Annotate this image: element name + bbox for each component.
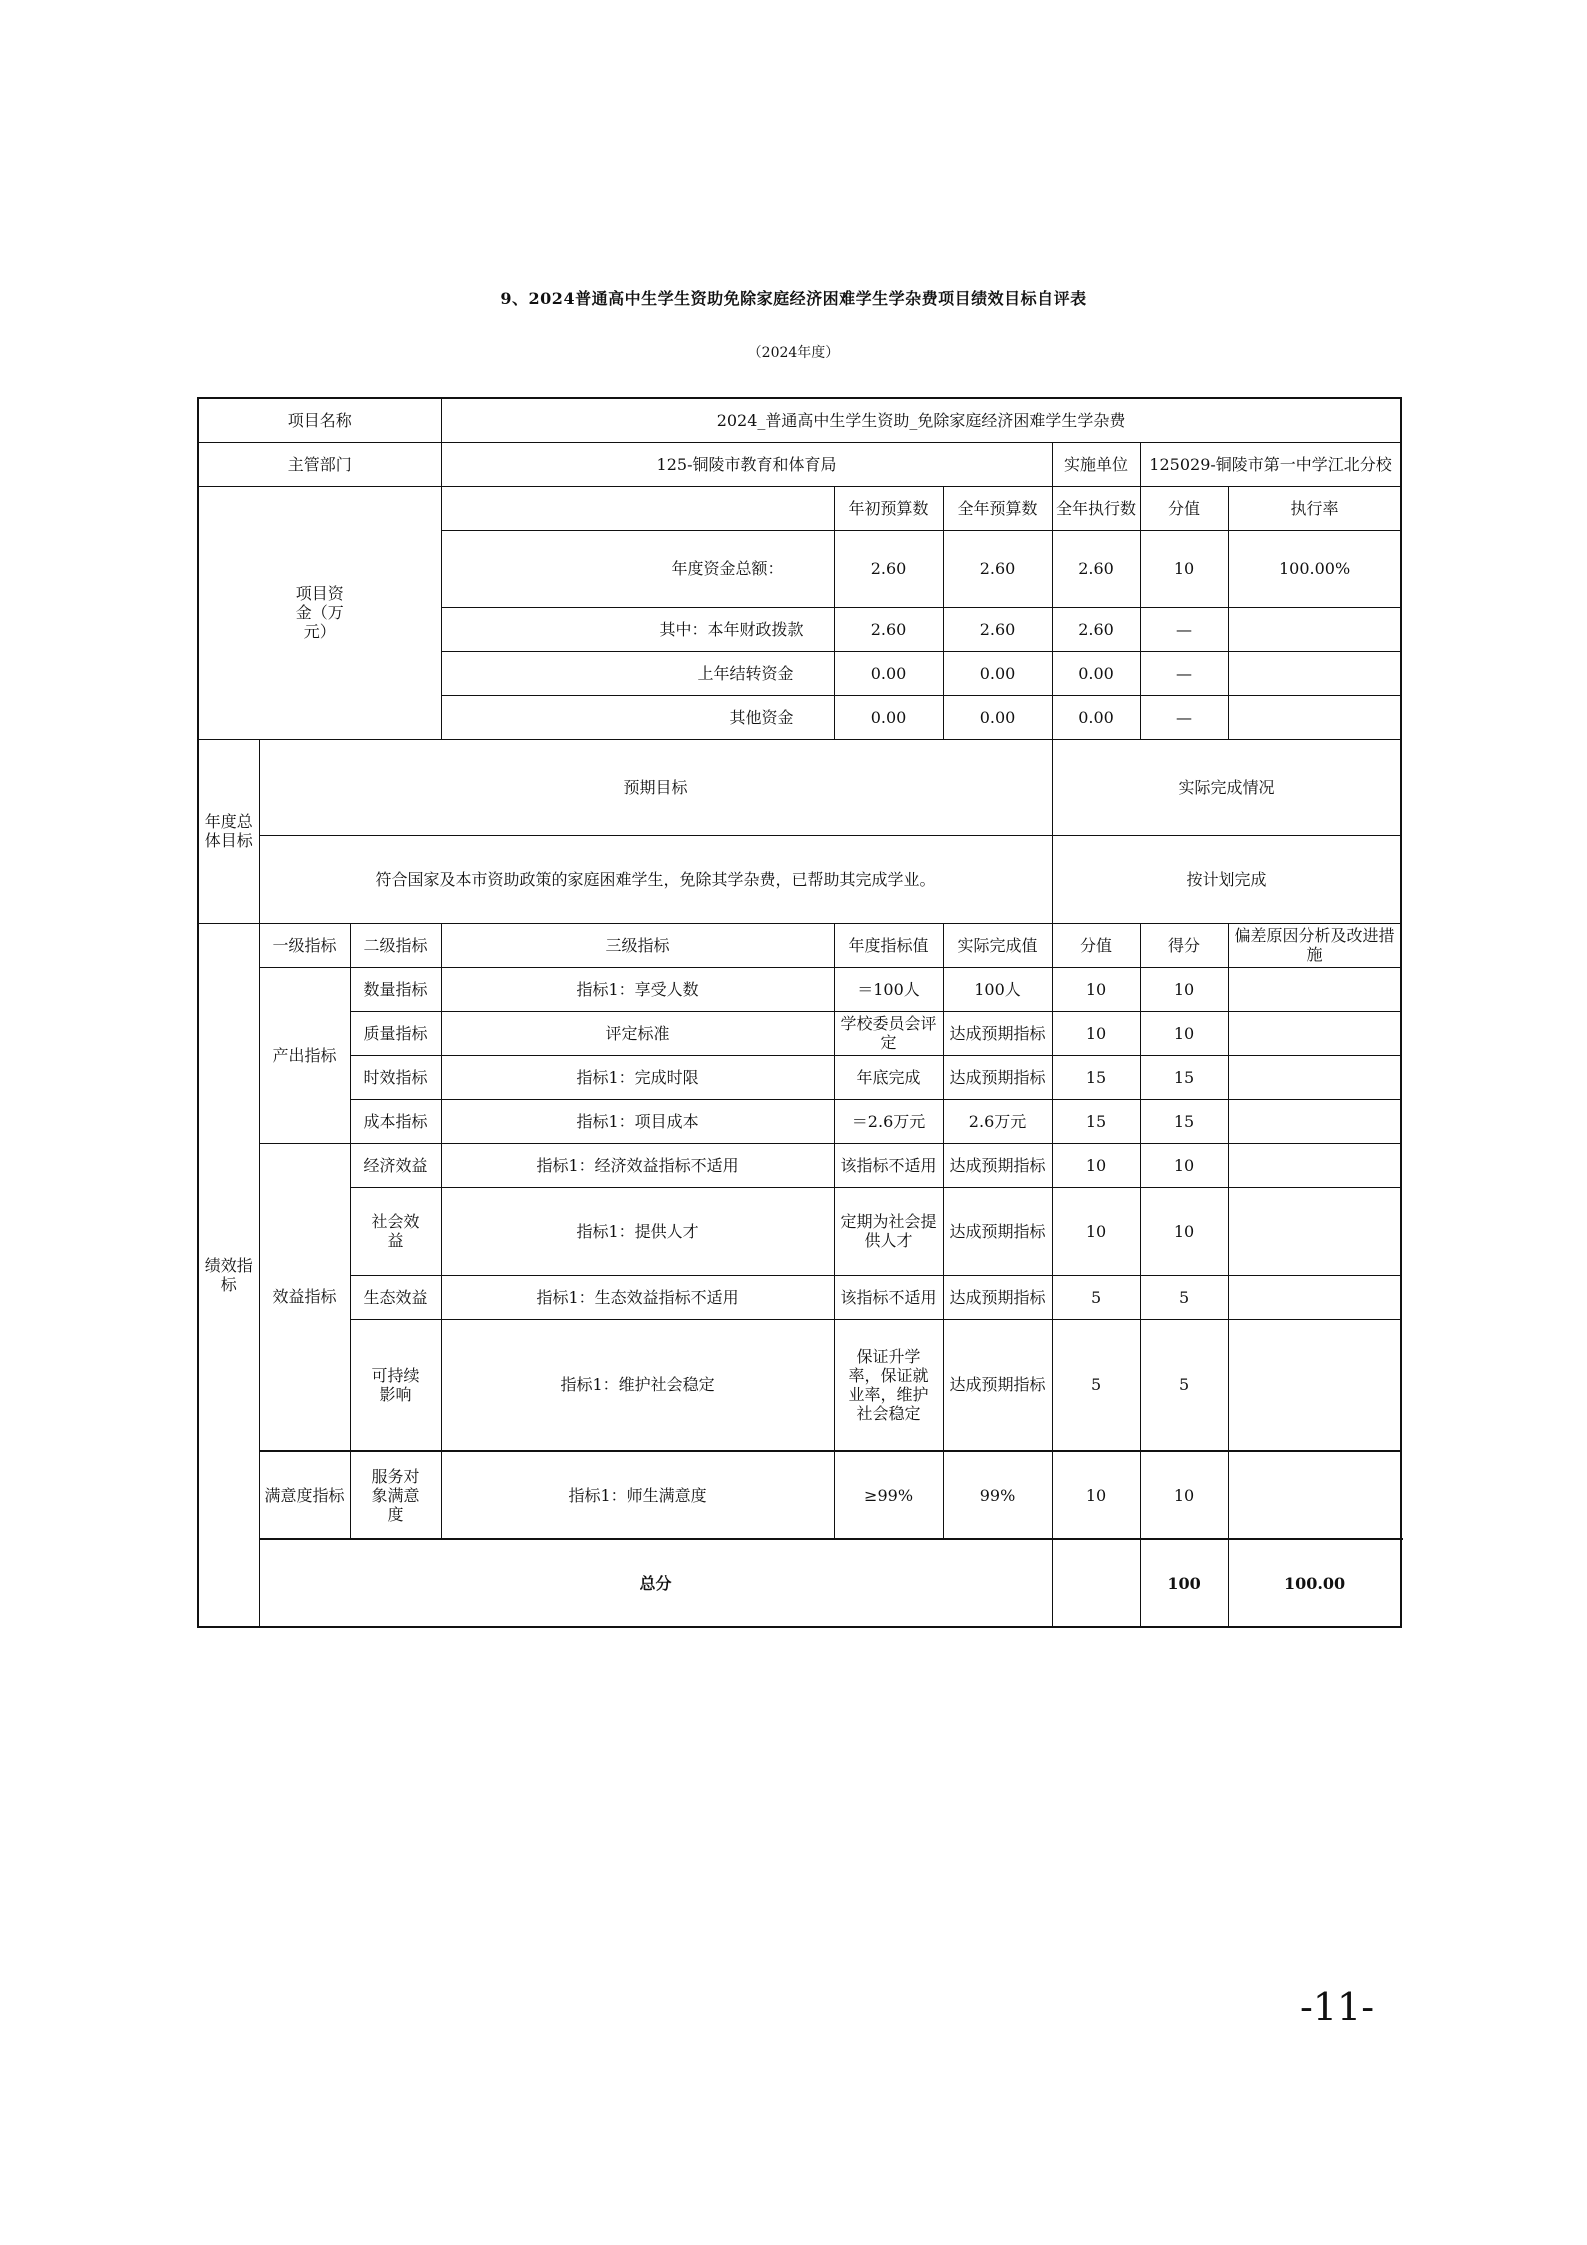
perf-score-value: 15 <box>1052 1099 1140 1143</box>
funds-initial: 0.00 <box>834 695 943 739</box>
perf-actual: 达成预期指标 <box>943 1275 1052 1319</box>
perf-target: 年底完成 <box>834 1055 943 1099</box>
total-score-value: 100 <box>1140 1539 1228 1627</box>
perf-score-value: 10 <box>1052 1187 1140 1275</box>
perf-reason <box>1228 1143 1401 1187</box>
perf-l2: 可持续影响 <box>350 1319 441 1451</box>
perf-l3: 指标1：完成时限 <box>441 1055 834 1099</box>
perf-reason <box>1228 1011 1401 1055</box>
perf-l2: 生态效益 <box>350 1275 441 1319</box>
funds-header-row <box>198 486 1401 530</box>
header-level1: 一级指标 <box>259 923 350 967</box>
perf-row <box>198 1011 1401 1055</box>
group-benefit: 效益指标 <box>259 1143 350 1451</box>
funds-executed: 2.60 <box>1052 607 1140 651</box>
perf-l3: 指标1：提供人才 <box>441 1187 834 1275</box>
funds-score-value: 10 <box>1140 530 1228 607</box>
funds-full: 0.00 <box>943 695 1052 739</box>
perf-l2: 时效指标 <box>350 1055 441 1099</box>
funds-full: 0.00 <box>943 651 1052 695</box>
perf-header-row <box>198 923 1401 967</box>
annual-header-row <box>198 739 1401 835</box>
perf-reason <box>1228 1275 1401 1319</box>
page-number: -11- <box>1300 1985 1375 2029</box>
total-row <box>198 1539 1401 1627</box>
perf-row <box>198 1319 1401 1451</box>
perf-score: 15 <box>1140 1055 1228 1099</box>
funds-row-label: 其他资金 <box>441 695 834 739</box>
perf-actual: 达成预期指标 <box>943 1055 1052 1099</box>
perf-score-value: 5 <box>1052 1275 1140 1319</box>
perf-l2: 经济效益 <box>350 1143 441 1187</box>
perf-target: 保证升学率，保证就业率，维护社会稳定 <box>834 1319 943 1451</box>
annual-label: 年度总体目标 <box>198 739 259 923</box>
unit-label: 实施单位 <box>1052 442 1140 486</box>
perf-l2: 服务对象满意度 <box>350 1451 441 1539</box>
perf-reason <box>1228 1451 1401 1539</box>
group-satisfaction: 满意度指标 <box>259 1451 350 1539</box>
perf-label: 绩效指标 <box>198 923 259 1627</box>
total-blank <box>1052 1539 1140 1627</box>
document-subtitle: （2024年度） <box>747 345 840 361</box>
evaluation-table <box>197 397 1402 1628</box>
perf-score: 10 <box>1140 967 1228 1011</box>
perf-score: 10 <box>1140 1011 1228 1055</box>
perf-target: 该指标不适用 <box>834 1143 943 1187</box>
perf-target: 定期为社会提供人才 <box>834 1187 943 1275</box>
perf-actual: 达成预期指标 <box>943 1187 1052 1275</box>
perf-reason <box>1228 1319 1401 1451</box>
funds-full: 2.60 <box>943 530 1052 607</box>
perf-reason <box>1228 1187 1401 1275</box>
project-name-label: 项目名称 <box>198 398 441 442</box>
funds-executed: 2.60 <box>1052 530 1140 607</box>
perf-reason <box>1228 967 1401 1011</box>
header-full-budget: 全年预算数 <box>943 486 1052 530</box>
funds-initial: 2.60 <box>834 530 943 607</box>
dept-row <box>198 442 1401 486</box>
perf-target: 学校委员会评定 <box>834 1011 943 1055</box>
funds-rate <box>1228 651 1401 695</box>
project-name-row <box>198 398 1401 442</box>
funds-row-label: 其中：本年财政拨款 <box>441 607 834 651</box>
dept-value: 125-铜陵市教育和体育局 <box>441 442 1052 486</box>
perf-row <box>198 967 1401 1011</box>
perf-target: ≥99% <box>834 1451 943 1539</box>
perf-row <box>198 1099 1401 1143</box>
funds-row-label: 年度资金总额： <box>441 530 834 607</box>
perf-target: ＝100人 <box>834 967 943 1011</box>
funds-rate: 100.00% <box>1228 530 1401 607</box>
perf-l3: 指标1：项目成本 <box>441 1099 834 1143</box>
perf-actual: 达成预期指标 <box>943 1319 1052 1451</box>
perf-l3: 指标1：师生满意度 <box>441 1451 834 1539</box>
total-label: 总分 <box>259 1539 1052 1627</box>
perf-row <box>198 1143 1401 1187</box>
perf-l2: 数量指标 <box>350 967 441 1011</box>
funds-initial: 2.60 <box>834 607 943 651</box>
perf-l2: 社会效益 <box>350 1187 441 1275</box>
expected-header: 预期目标 <box>259 739 1052 835</box>
perf-l3: 指标1：生态效益指标不适用 <box>441 1275 834 1319</box>
funds-header-blank <box>441 486 834 530</box>
perf-score: 5 <box>1140 1275 1228 1319</box>
header-perf-score: 得分 <box>1140 923 1228 967</box>
funds-score-value: — <box>1140 607 1228 651</box>
perf-score-value: 10 <box>1052 1143 1140 1187</box>
perf-l3: 指标1：维护社会稳定 <box>441 1319 834 1451</box>
expected-text: 符合国家及本市资助政策的家庭困难学生，免除其学杂费，已帮助其完成学业。 <box>259 835 1052 923</box>
perf-actual: 100人 <box>943 967 1052 1011</box>
perf-score-value: 10 <box>1052 967 1140 1011</box>
perf-row <box>198 1275 1401 1319</box>
group-output: 产出指标 <box>259 967 350 1143</box>
funds-rate <box>1228 607 1401 651</box>
unit-value: 125029-铜陵市第一中学江北分校 <box>1140 442 1401 486</box>
perf-score: 10 <box>1140 1143 1228 1187</box>
perf-reason <box>1228 1099 1401 1143</box>
header-level2: 二级指标 <box>350 923 441 967</box>
total-score: 100.00 <box>1228 1539 1401 1627</box>
header-level3: 三级指标 <box>441 923 834 967</box>
header-reason: 偏差原因分析及改进措施 <box>1228 923 1401 967</box>
funds-executed: 0.00 <box>1052 651 1140 695</box>
perf-row <box>198 1187 1401 1275</box>
actual-text: 按计划完成 <box>1052 835 1401 923</box>
perf-row <box>198 1451 1401 1539</box>
perf-reason <box>1228 1055 1401 1099</box>
perf-score: 15 <box>1140 1099 1228 1143</box>
perf-l2: 成本指标 <box>350 1099 441 1143</box>
perf-l3: 评定标准 <box>441 1011 834 1055</box>
perf-score-value: 5 <box>1052 1319 1140 1451</box>
perf-score-value: 10 <box>1052 1451 1140 1539</box>
funds-executed: 0.00 <box>1052 695 1140 739</box>
actual-header: 实际完成情况 <box>1052 739 1401 835</box>
funds-score-value: — <box>1140 651 1228 695</box>
perf-score: 5 <box>1140 1319 1228 1451</box>
funds-score-value: — <box>1140 695 1228 739</box>
document-title: 9、2024普通高中生学生资助免除家庭经济困难学生学杂费项目绩效目标自评表 <box>500 289 1087 308</box>
perf-score-value: 10 <box>1052 1011 1140 1055</box>
perf-score: 10 <box>1140 1451 1228 1539</box>
header-score-value: 分值 <box>1140 486 1228 530</box>
perf-actual: 2.6万元 <box>943 1099 1052 1143</box>
perf-target: 该指标不适用 <box>834 1275 943 1319</box>
header-target: 年度指标值 <box>834 923 943 967</box>
funds-full: 2.60 <box>943 607 1052 651</box>
funds-label: 项目资金（万元） <box>198 486 441 739</box>
perf-actual: 99% <box>943 1451 1052 1539</box>
header-initial-budget: 年初预算数 <box>834 486 943 530</box>
perf-l2: 质量指标 <box>350 1011 441 1055</box>
dept-label: 主管部门 <box>198 442 441 486</box>
perf-score: 10 <box>1140 1187 1228 1275</box>
perf-row <box>198 1055 1401 1099</box>
header-perf-score-value: 分值 <box>1052 923 1140 967</box>
funds-row-label: 上年结转资金 <box>441 651 834 695</box>
perf-target: ＝2.6万元 <box>834 1099 943 1143</box>
header-executed: 全年执行数 <box>1052 486 1140 530</box>
perf-l3: 指标1：经济效益指标不适用 <box>441 1143 834 1187</box>
funds-initial: 0.00 <box>834 651 943 695</box>
project-name-value: 2024_普通高中生学生资助_免除家庭经济困难学生学杂费 <box>441 398 1401 442</box>
funds-rate <box>1228 695 1401 739</box>
perf-actual: 达成预期指标 <box>943 1143 1052 1187</box>
header-exec-rate: 执行率 <box>1228 486 1401 530</box>
perf-actual: 达成预期指标 <box>943 1011 1052 1055</box>
header-actual: 实际完成值 <box>943 923 1052 967</box>
annual-content-row <box>198 835 1401 923</box>
perf-score-value: 15 <box>1052 1055 1140 1099</box>
perf-l3: 指标1：享受人数 <box>441 967 834 1011</box>
